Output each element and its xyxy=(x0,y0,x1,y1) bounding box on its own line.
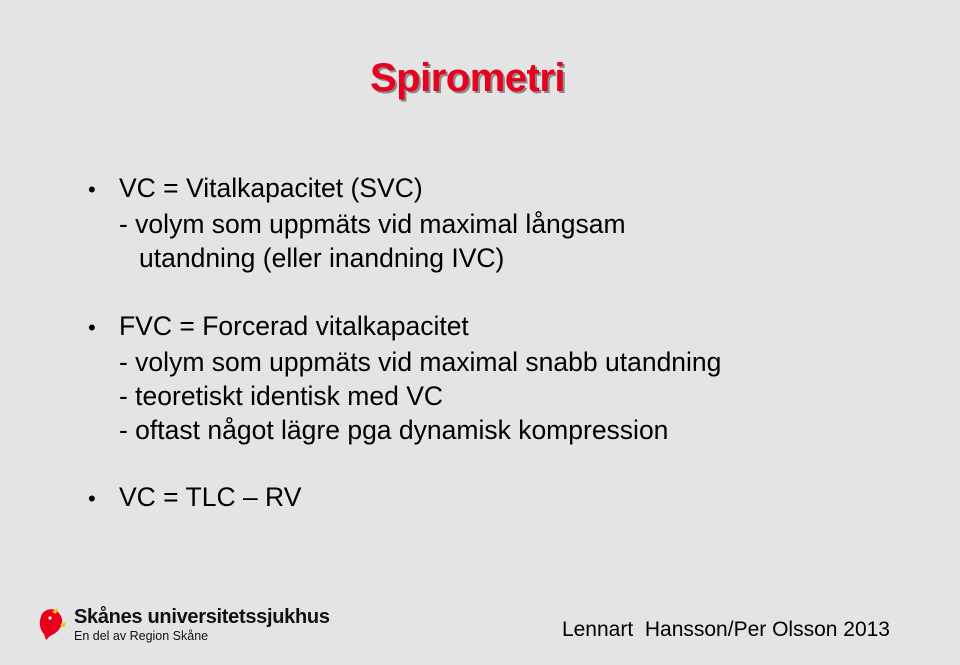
bullet-item-vc xyxy=(88,171,626,275)
bullet-heading: VC = Vitalkapacitet (SVC) xyxy=(119,173,423,203)
griffin-logo-icon xyxy=(38,606,68,642)
logo-tagline: En del av Region Skåne xyxy=(74,629,209,643)
bullet-dot: • xyxy=(88,486,96,511)
bullet-dot: • xyxy=(88,177,96,202)
bullet-subline: utandning (eller inandning IVC) xyxy=(139,243,505,273)
bullet-subline: - oftast något lägre pga dynamisk kompression xyxy=(119,415,669,445)
bullet-subline: - volym som uppmäts vid maximal långsam xyxy=(119,209,626,239)
bullet-heading: FVC = Forcerad vitalkapacitet xyxy=(119,311,469,341)
slide-title: Spirometri xyxy=(370,56,566,100)
bullet-item-fvc xyxy=(88,309,721,447)
logo-name: Skånes universitetssjukhus xyxy=(74,606,330,628)
bullet-item-vc-formula xyxy=(88,480,301,516)
bullet-subline: - volym som uppmäts vid maximal snabb utandning xyxy=(119,347,722,377)
bullet-heading: VC = TLC – RV xyxy=(119,482,302,512)
bullet-subline: - teoretiskt identisk med VC xyxy=(119,381,444,411)
footer-credit: Lennart Hansson/Per Olsson 2013 xyxy=(561,618,890,641)
bullet-dot: • xyxy=(88,315,96,340)
hospital-logo xyxy=(38,606,330,644)
